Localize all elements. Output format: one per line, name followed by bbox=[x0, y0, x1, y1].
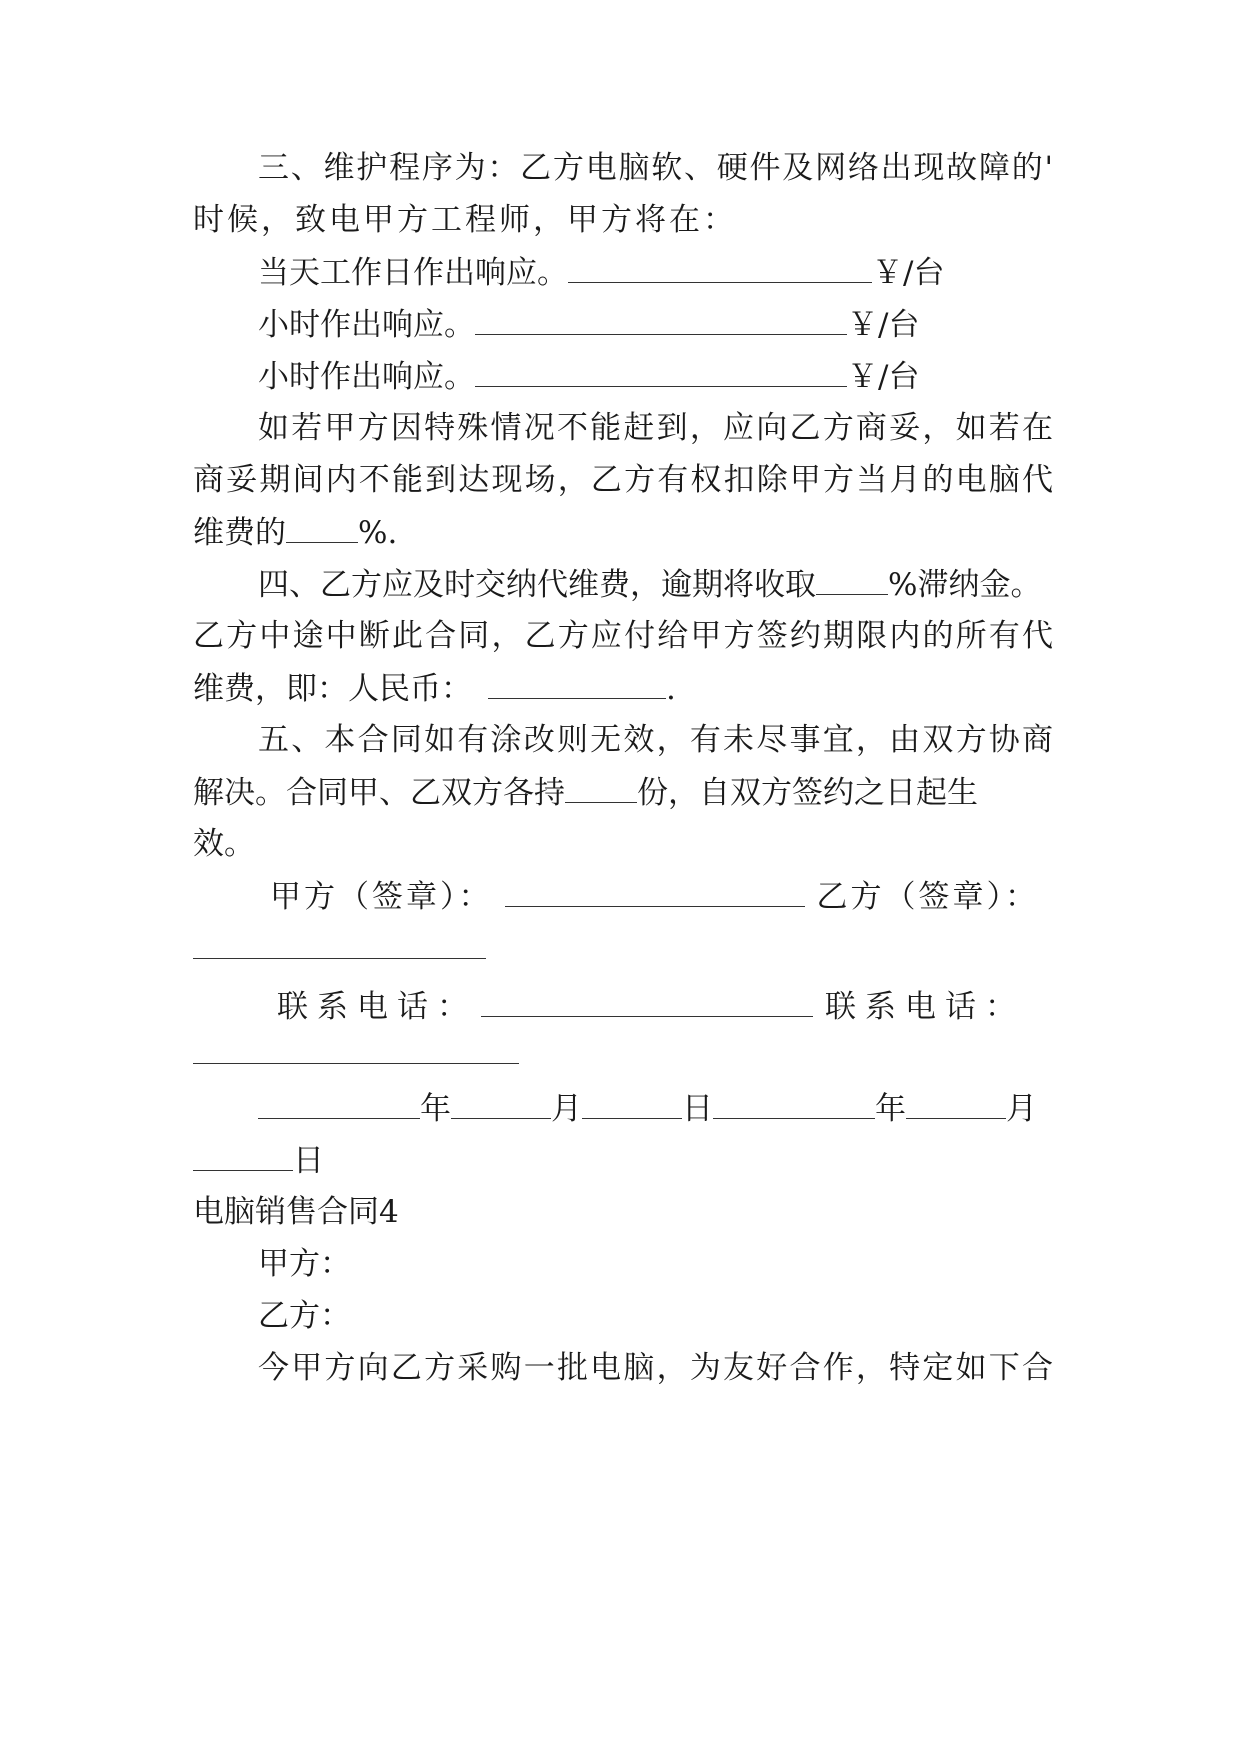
section4-line1-post: %滞纳金。 bbox=[888, 567, 1042, 603]
response-row-1 bbox=[258, 252, 1053, 292]
absent-line-2: 商妥期间内不能到达现场，乙方有权扣除甲方当月的电脑代 bbox=[193, 462, 1053, 498]
section5-line2-post: 份，自双方签约之日起生 bbox=[637, 775, 978, 811]
date-a-year-label: 年 bbox=[420, 1091, 451, 1127]
contract-4-party-b: 乙方： bbox=[258, 1298, 351, 1334]
date-a-day-label: 日 bbox=[682, 1091, 713, 1127]
date-row bbox=[258, 1088, 1053, 1128]
response-row-2 bbox=[258, 304, 1053, 344]
date-b-day-label: 日 bbox=[293, 1143, 324, 1179]
date-b-year-label: 年 bbox=[875, 1091, 906, 1127]
deduction-percent-blank[interactable] bbox=[286, 512, 358, 543]
absent-line-3 bbox=[193, 512, 1053, 552]
response-label-2: 小时作出响应。 bbox=[258, 307, 475, 343]
price-unit-1: ￥/台 bbox=[872, 255, 945, 291]
section5-line2-pre: 解决。合同甲、乙双方各持 bbox=[193, 775, 565, 811]
absent-line-3-post: %. bbox=[358, 515, 398, 551]
party-a-sign-label: 甲方（签章）： bbox=[270, 879, 493, 915]
price-unit-3: ￥/台 bbox=[847, 359, 920, 395]
response-label-3: 小时作出响应。 bbox=[258, 359, 475, 395]
date-a-year-blank[interactable] bbox=[258, 1088, 420, 1119]
party-a-sign-blank[interactable] bbox=[505, 876, 805, 907]
absent-line-1: 如若甲方因特殊情况不能赶到，应向乙方商妥，如若在 bbox=[258, 410, 1053, 446]
copies-blank[interactable] bbox=[565, 772, 637, 803]
phone-row bbox=[277, 986, 1077, 1026]
date-b-month-label: 月 bbox=[1006, 1091, 1037, 1127]
section4-line1-pre: 四、乙方应及时交纳代维费，逾期将收取 bbox=[258, 567, 816, 603]
section5-line2 bbox=[193, 772, 1053, 812]
response-fee-blank-1[interactable] bbox=[568, 252, 872, 283]
section5-line3: 效。 bbox=[193, 826, 255, 862]
response-row-3 bbox=[258, 356, 1053, 396]
date-a-month-blank[interactable] bbox=[451, 1088, 551, 1119]
response-fee-blank-3[interactable] bbox=[475, 356, 847, 387]
signature-row bbox=[270, 876, 1070, 916]
section4-line3-post: . bbox=[666, 671, 676, 707]
party-b-sign-label: 乙方（签章）： bbox=[816, 879, 1039, 915]
section4-line2: 乙方中途中断此合同，乙方应付给甲方签约期限内的所有代 bbox=[193, 618, 1053, 654]
contract-4-party-a: 甲方： bbox=[258, 1246, 351, 1282]
date-a-day-blank[interactable] bbox=[582, 1088, 682, 1119]
price-unit-2: ￥/台 bbox=[847, 307, 920, 343]
contract-4-intro: 今甲方向乙方采购一批电脑，为友好合作，特定如下合 bbox=[258, 1350, 1053, 1386]
party-b-sign-blank[interactable] bbox=[193, 958, 486, 959]
date-a-month-label: 月 bbox=[551, 1091, 582, 1127]
response-label-1: 当天工作日作出响应。 bbox=[258, 255, 568, 291]
section4-line1 bbox=[258, 564, 1053, 604]
phone-a-blank[interactable] bbox=[481, 986, 813, 1017]
section3-line2: 时候，致电甲方工程师，甲方将在： bbox=[193, 202, 737, 238]
section4-line3 bbox=[193, 668, 1053, 708]
rmb-amount-blank[interactable] bbox=[488, 668, 666, 699]
contract-4-title: 电脑销售合同4 bbox=[193, 1194, 399, 1230]
response-fee-blank-2[interactable] bbox=[475, 304, 847, 335]
late-fee-percent-blank[interactable] bbox=[816, 564, 888, 595]
phone-a-label: 联系电话： bbox=[277, 989, 477, 1025]
section5-line1: 五、本合同如有涂改则无效，有未尽事宜，由双方协商 bbox=[258, 722, 1053, 758]
date-row-continued bbox=[193, 1140, 1053, 1180]
section4-line3-pre: 维费，即：人民币： bbox=[193, 671, 472, 707]
date-b-day-blank[interactable] bbox=[193, 1140, 293, 1171]
date-b-month-blank[interactable] bbox=[906, 1088, 1006, 1119]
phone-b-blank[interactable] bbox=[193, 1063, 519, 1064]
section3-line1: 三、维护程序为：乙方电脑软、硬件及网络出现故障的' bbox=[258, 150, 1053, 186]
date-b-year-blank[interactable] bbox=[713, 1088, 875, 1119]
phone-b-label: 联系电话： bbox=[825, 989, 1025, 1025]
absent-line-3-pre: 维费的 bbox=[193, 515, 286, 551]
